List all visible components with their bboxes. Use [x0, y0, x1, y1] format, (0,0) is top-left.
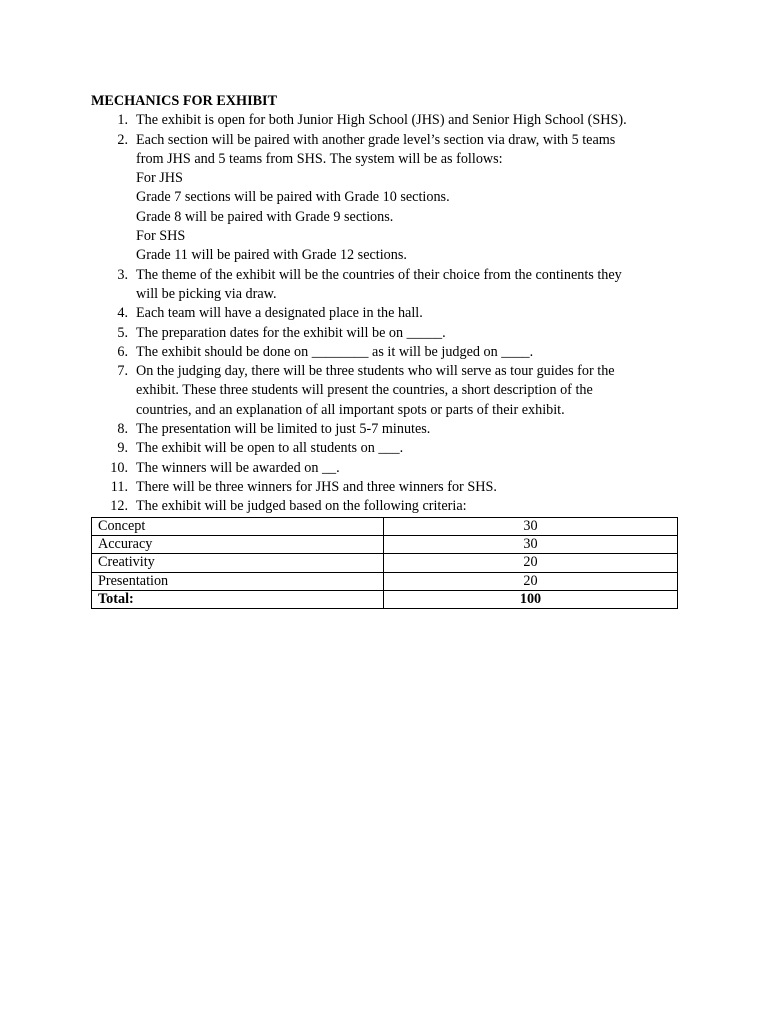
list-item-text: The exhibit will be open to all students on ___. — [136, 440, 404, 457]
criterion-cell: Creativity — [92, 554, 384, 572]
score-cell: 30 — [384, 518, 678, 536]
document-heading: MECHANICS FOR EXHIBIT — [91, 93, 278, 109]
list-item — [91, 497, 681, 516]
list-item-text: For SHS — [136, 228, 186, 245]
list-item-number: 11. — [110, 478, 128, 495]
criterion-cell: Presentation — [92, 572, 384, 590]
table-row — [92, 572, 678, 590]
list-item-text: from JHS and 5 teams from SHS. The system will be as follows: — [136, 150, 503, 167]
list-item-number: 8. — [117, 421, 128, 438]
document-body — [91, 92, 681, 517]
list-item-text: will be picking via draw. — [136, 285, 277, 302]
list-item-number: 5. — [117, 324, 128, 341]
criterion-cell: Concept — [92, 518, 384, 536]
list-item — [91, 324, 681, 343]
list-item-number: 4. — [117, 305, 128, 322]
list-item-number: 1. — [117, 112, 128, 129]
list-item-text: The winners will be awarded on __. — [136, 459, 340, 476]
score-cell: 30 — [384, 536, 678, 554]
list-item-number: 10. — [110, 459, 128, 476]
list-item-number: 6. — [117, 343, 128, 360]
list-item-text: The exhibit is open for both Junior High School (JHS) and Senior High School (SHS). — [136, 112, 627, 129]
list-item — [91, 420, 681, 439]
mechanics-list — [91, 111, 681, 516]
list-item-text: The presentation will be limited to just 5-7 minutes. — [136, 421, 431, 438]
total-label-cell: Total: — [92, 590, 384, 608]
list-item — [91, 111, 681, 130]
total-score-cell: 100 — [384, 590, 678, 608]
list-item-number: 2. — [117, 131, 128, 148]
list-item-number: 3. — [117, 266, 128, 283]
list-item — [91, 362, 681, 420]
score-cell: 20 — [384, 554, 678, 572]
table-row — [92, 554, 678, 572]
list-item-text: For JHS — [136, 170, 183, 187]
criterion-cell: Accuracy — [92, 536, 384, 554]
list-item-text: Grade 11 will be paired with Grade 12 sections. — [136, 247, 407, 264]
list-item-number: 12. — [110, 498, 128, 515]
list-item-text: There will be three winners for JHS and three winners for SHS. — [136, 478, 497, 495]
list-item-text: The theme of the exhibit will be the countries of their choice from the continents they — [136, 266, 622, 283]
list-item-text: countries, and an explanation of all important spots or parts of their exhibit. — [136, 401, 565, 418]
list-item-text: Grade 7 sections will be paired with Grade 10 sections. — [136, 189, 450, 206]
score-cell: 20 — [384, 572, 678, 590]
list-item-text: On the judging day, there will be three students who will serve as tour guides for the — [136, 363, 615, 380]
list-item — [91, 343, 681, 362]
list-item — [91, 478, 681, 497]
list-item — [91, 459, 681, 478]
list-item-text: exhibit. These three students will present the countries, a short description of the — [136, 382, 593, 399]
list-item — [91, 439, 681, 458]
list-item-text: Each section will be paired with another grade level’s section via draw, with 5 teams — [136, 131, 616, 148]
list-item-text: Each team will have a designated place in the hall. — [136, 305, 423, 322]
list-item-text: The preparation dates for the exhibit will be on _____. — [136, 324, 446, 341]
list-item — [91, 131, 681, 266]
table-row — [92, 536, 678, 554]
list-item-text: The exhibit should be done on ________ as it will be judged on ____. — [136, 343, 534, 360]
list-item-text: The exhibit will be judged based on the following criteria: — [136, 498, 467, 515]
list-item-text: Grade 8 will be paired with Grade 9 sections. — [136, 208, 394, 225]
list-item — [91, 304, 681, 323]
list-item-number: 7. — [117, 363, 128, 380]
list-item — [91, 266, 681, 305]
list-item-number: 9. — [117, 440, 128, 457]
table-row — [92, 518, 678, 536]
table-total-row — [92, 590, 678, 608]
criteria-table — [91, 517, 678, 609]
